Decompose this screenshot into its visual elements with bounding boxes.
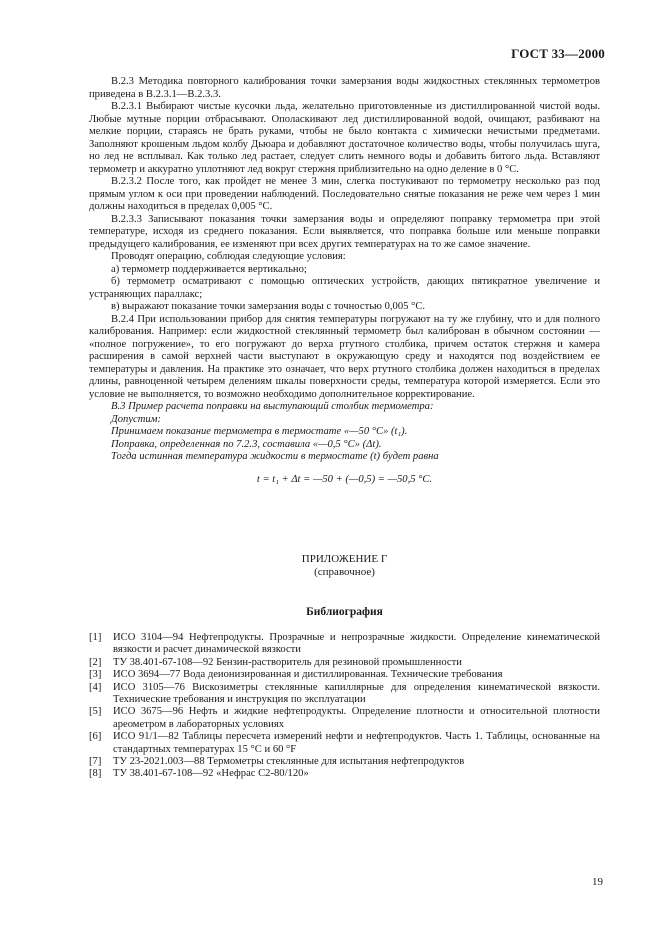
list-item [89,632,600,657]
item-number: [4] [89,681,102,693]
item-text: ТУ 38.401-67-108—92 «Нефрас С2-80/120» [113,768,309,780]
item-text: ИСО 3675—96 Нефть и жидкие нефтепродукты. Определение плотности и относительной плотности ареометром в лабораторных условиях [113,706,600,730]
paragraph: В.2.3.1 Выбирают чистые кусочки льда, желательно приготовленные из дистиллированной чистой воды. Любые мутные порции отбрасывают. Ополаскивают лед дистиллированной водой, очищают, разбивают на мелкие порции, стараясь не брать руками, чтобы не было контакта с химически нечистыми предметами. Заполняют крошеным льдом колбу Дьюара и добавляют достаточное количество воды, чтобы получилась шуга, но лед не всплывал. Как только лед растает, следует слить немного воды и добавить битого льда. Вставляют термометр и аккуратно уплотняют лед вокруг стержня приблизительно на одно деление в 0 °С. [89,101,600,175]
item-text: ИСО 91/1—82 Таблицы пересчета измерений нефти и нефтепродуктов. Часть 1. Таблицы, основанные на стандартных температурах 15 °С и 60 °F [113,731,600,755]
list-item [89,682,600,707]
item-number: [8] [89,768,102,780]
item-number: [5] [89,706,102,718]
list-item [89,657,600,669]
list-item: б) термометр осматривают с помощью оптических устройств, дающих пятикратное увеличение и устраняющих параллакс; [89,276,600,300]
paragraph: В.2.4 При использовании прибор для снятия температуры погружают на ту же глубину, что и для полного калибрования. Например: если жидкостной стеклянный термометр был калиброван в обычном состоянии — «полное погружение», то его погружают до верха ртутного столбика, причем остаток стержня и камера расширения в самой верхней части выступают в окружающую среду и находятся под воздействием ее температуры и давления. На практике это означает, что верх ртутного столбика должен находиться в пределах длины, равноценной четырем делениям шкалы поверхности среды, температура которой измеряется. Если это условие не выполняется, то возможно необходимо дополнительное корректирование. [89,313,600,400]
item-text: ИСО 3105—76 Вискозиметры стеклянные капиллярные для определения кинематической вязкости. Технические требования и инструкция по эксплуатации [113,681,600,706]
list-item [89,768,600,780]
item-text: ИСО 3694—77 Вода деионизированная и дистиллированная. Технические требования [113,669,503,681]
list-item: в) выражают показание точки замерзания воды с точностью 0,005 °С. [111,301,426,312]
bibliography-list [89,632,600,781]
paragraph: В.2.3 Методика повторного калибрования точки замерзания воды жидкостных стеклянных термометров приведена в В.2.3.1—В.2.3.3. [89,76,600,100]
item-number: [7] [89,756,102,768]
list-item [89,706,600,731]
example-title: В.3 Пример расчета поправки на выступающий столбик термометра: [111,401,434,412]
example-line: Поправка, определенная по 7.2.3, составила «—0,5 °С» (Δt). [111,438,382,450]
item-text: ТУ 38.401-67-108—92 Бензин-растворитель для резиновой промышленности [113,656,462,668]
paragraph: В.2.3.3 Записывают показания точки замерзания воды и определяют поправку термометра при этой температуре, исходя из среднего показания. Если выявляется, что поправка больше или меньше поправки предыдущего калибрования, ее изменяют при всех других температурах на то же самое значение. [89,213,600,250]
example-line: Принимаем показание термометра в термостате «—50 °С» (t₁). [111,426,408,437]
paragraph: Проводят операцию, соблюдая следующие условия: [111,251,346,262]
item-number: [3] [89,669,102,681]
formula: t = t₁ + Δt = —50 + (—0,5) = —50,5 °С. [256,473,433,485]
item-text: ТУ 23-2021.003—88 Термометры стеклянные для испытания нефтепродуктов [113,756,465,768]
list-item [89,731,600,756]
item-number: [6] [89,731,102,743]
document-header: ГОСТ 33—2000 [511,46,605,61]
page-number: 19 [592,876,603,888]
appendix-heading [89,553,600,579]
appendix-subtitle: (справочное) [314,566,375,578]
item-number: [1] [89,632,102,643]
item-text: ИСО 3104—94 Нефтепродукты. Прозрачные и непрозрачные жидкости. Определение кинематической вязкости и расчет динамической вязкости [113,632,600,656]
section-b2-text [89,76,600,486]
paragraph: В.2.3.2 После того, как пройдет не менее 3 мин, слегка постукивают по термометру несколько раз под прямым углом к оси при проведении наблюдений. Последовательно снятые показания не реже чем через 1 мин должны находиться в пределах 0,005 °С. [89,176,600,212]
item-number: [2] [89,656,102,668]
example-line: Допустим: [111,413,161,425]
list-item: а) термометр поддерживается вертикально; [111,263,307,275]
list-item [89,756,600,768]
bibliography-title: Библиография [306,606,383,618]
list-item [89,669,600,681]
appendix-title: ПРИЛОЖЕНИЕ Г [301,553,388,565]
example-line: Тогда истинная температура жидкости в термостате (t) будет равна [111,451,439,462]
